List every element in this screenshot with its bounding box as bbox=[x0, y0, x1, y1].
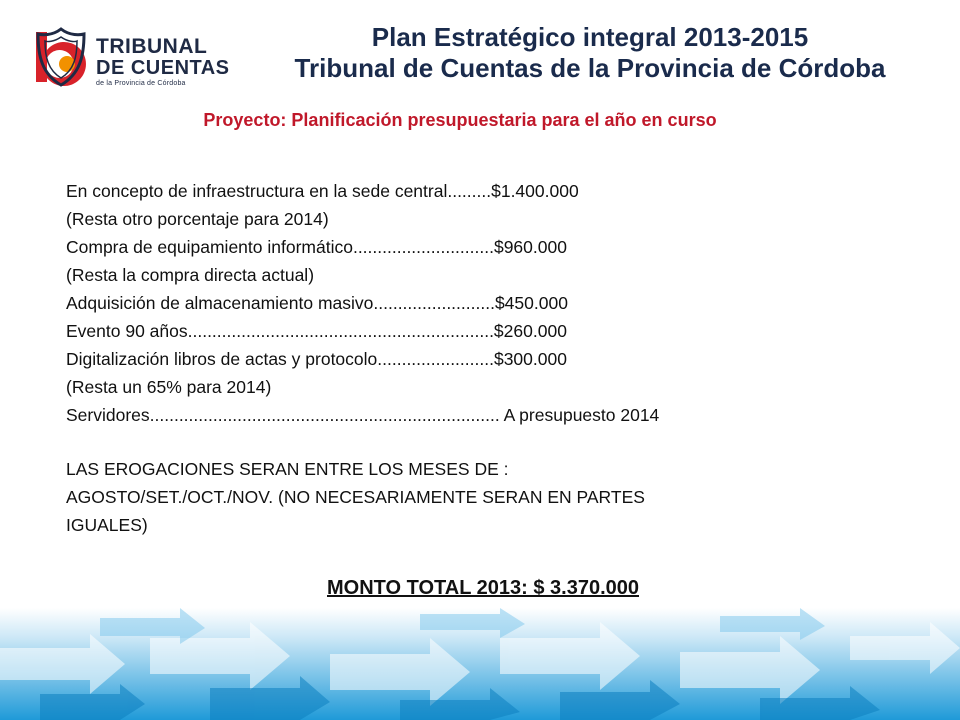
budget-item: Compra de equipamiento informático.............................$960.000 bbox=[66, 237, 567, 257]
budget-item: Digitalización libros de actas y protocolo........................$300.000 bbox=[66, 349, 567, 369]
logo-text bbox=[96, 36, 230, 87]
title-line-2: Tribunal de Cuentas de la Provincia de Córdoba bbox=[294, 53, 886, 84]
budget-item: (Resta un 65% para 2014) bbox=[66, 377, 272, 397]
logo-line-1: TRIBUNAL bbox=[96, 35, 208, 58]
footer-arrows-banner bbox=[0, 608, 960, 720]
note-line: IGUALES) bbox=[66, 515, 148, 535]
budget-list bbox=[66, 177, 926, 539]
budget-item: En concepto de infraestructura en la sede central.........$1.400.000 bbox=[66, 181, 579, 201]
budget-item: Servidores........................................................................ A presupuesto 2014 bbox=[66, 405, 660, 425]
total-amount: MONTO TOTAL 2013: $ 3.370.000 bbox=[327, 577, 639, 599]
project-label: Proyecto: Planificación presupuestaria para el año en curso bbox=[203, 110, 717, 130]
tribunal-logo bbox=[34, 26, 264, 96]
budget-item: Evento 90 años...............................................................$260.000 bbox=[66, 321, 567, 341]
slide-title bbox=[270, 22, 910, 84]
arrows-decoration-icon bbox=[0, 608, 960, 720]
spacer bbox=[66, 429, 926, 455]
note-line: AGOSTO/SET./OCT./NOV. (NO NECESARIAMENTE SERAN EN PARTES bbox=[66, 487, 645, 507]
project-heading bbox=[0, 110, 920, 131]
budget-item: Adquisición de almacenamiento masivo.........................$450.000 bbox=[66, 293, 568, 313]
note-line: LAS EROGACIONES SERAN ENTRE LOS MESES DE : bbox=[66, 459, 509, 479]
budget-item: (Resta otro porcentaje para 2014) bbox=[66, 209, 329, 229]
logo-line-2: DE CUENTAS bbox=[96, 57, 230, 79]
budget-item: (Resta la compra directa actual) bbox=[66, 265, 315, 285]
title-line-1: Plan Estratégico integral 2013-2015 bbox=[371, 22, 809, 52]
shield-icon bbox=[34, 26, 88, 88]
logo-line-3: de la Provincia de Córdoba bbox=[96, 80, 186, 87]
